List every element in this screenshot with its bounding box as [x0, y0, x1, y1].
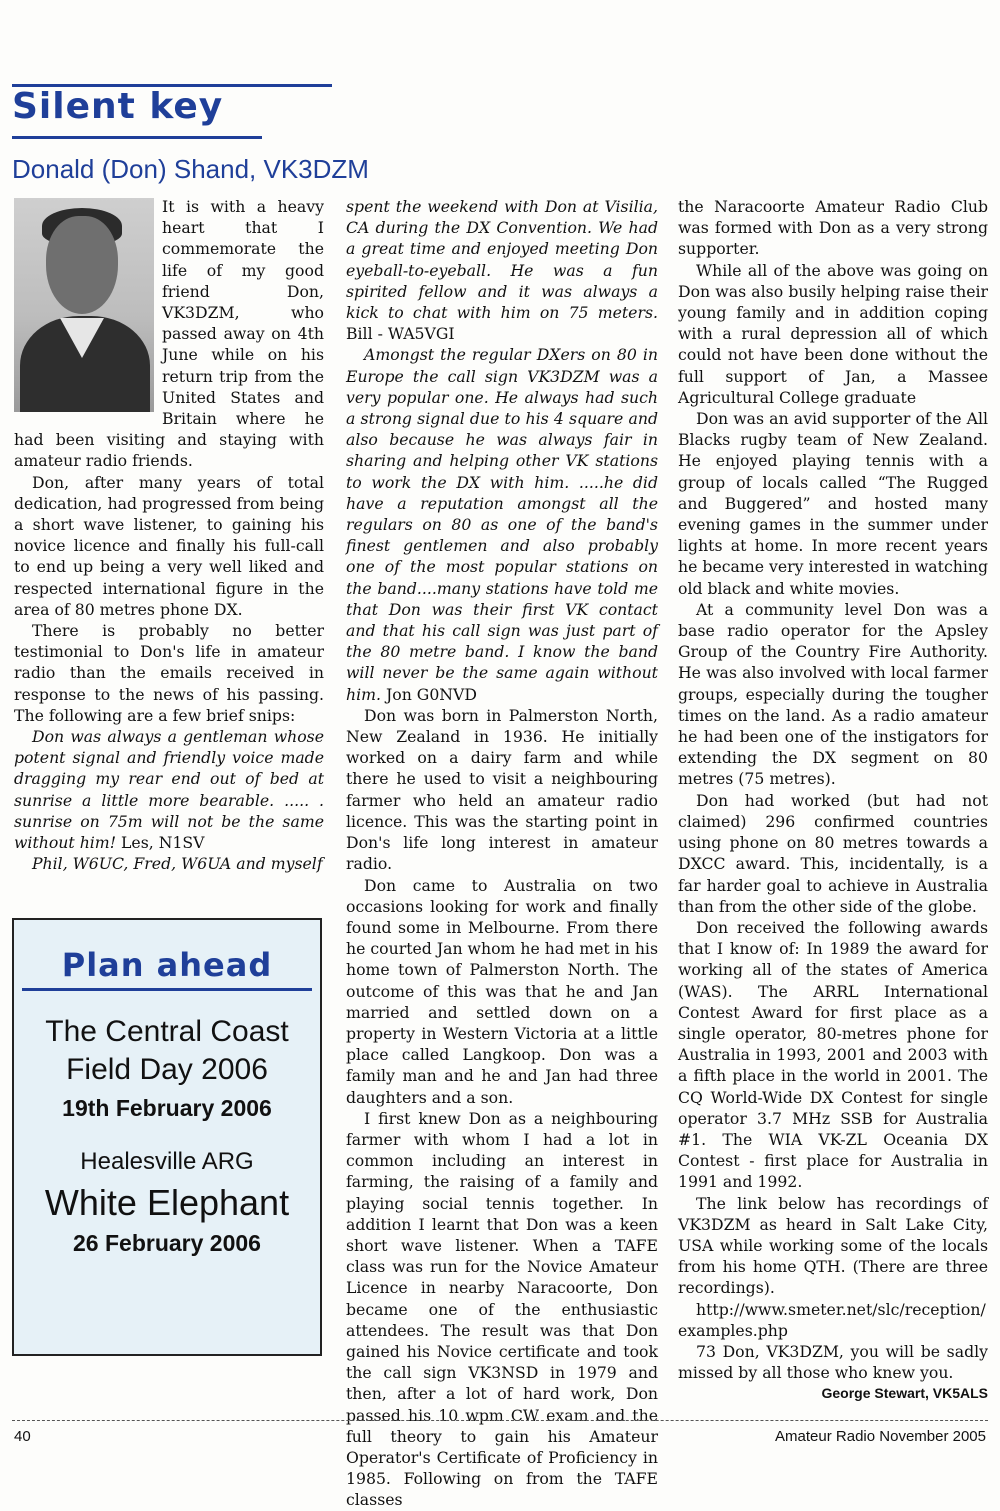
running-footer: Amateur Radio November 2005	[775, 1428, 986, 1445]
event-club: Healesville ARG	[80, 1148, 254, 1175]
paragraph: At a community level Don was a base radio operator for the Apsley Group of the Country Fire Authority. He was also involved with local farmer groups, especially during the tougher times on the land. As a radio amateur he had been one of the instigators for extending the DX segment on 80 metres (75 metres).	[678, 599, 988, 789]
event-date: 19th February 2006	[62, 1095, 272, 1121]
paragraph: While all of the above was going on Don was also busily helping raise their young family and in addition coping with a rural depression all of which could not have been done without the full support of Jan, a Massee Agricultural College graduate	[678, 260, 988, 407]
plan-ahead-title: Plan ahead	[61, 946, 273, 984]
quote: spent the weekend with Don at Visilia, CA during the DX Convention. We had a great time and enjoyed meeting Don eyeball-to-eyeball. He was a fun spirited fellow and it was always a kick to chat with him on 75 meters. Bill - WA5VGI	[346, 197, 658, 344]
article-column-1	[14, 196, 324, 875]
paragraph: Don, after many years of total dedication, had progressed from being a short wave listener, to gaining his novice licence and finally his full-call to end up being a very well liked and respected international figure in the area of 80 metres phone DX.	[14, 472, 324, 619]
paragraph: I first knew Don as a neighbouring farmer with whom I had a lot in common including an interest in farming, the raising of a family and playing social tennis together. In addition I learnt that Don was a keen short wave listener. When a TAFE class was run for the Novice Amateur Licence in nearby Naracoorte, Don became one of the enthusiastic attendees. The result was that Don gained his Novice certificate and took the call sign VK3NSD in 1979 and then, after a lot of hard work, Don passed his 10 wpm CW exam and the full theory to gain his Amateur Operator's Certificate of Proficiency in 1985. Following on from the TAFE classes	[346, 1108, 658, 1510]
portrait-photo	[14, 198, 154, 412]
section-title: Silent key	[12, 86, 224, 127]
event-name: White Elephant	[44, 1182, 290, 1223]
paragraph: It is with a heavy heart that I commemorate the life of my good friend Don, VK3DZM, who passed away on 4th June while on his return trip from the United States and Britain where he had been visiting and staying with amateur radio friends.	[14, 197, 324, 471]
page-number: 40	[14, 1428, 31, 1445]
paragraph: Don came to Australia on two occasions looking for work and finally found some in Melbourne. From there he courted Jan whom he had met in his home town of Palmerston North. The outcome of this was that he and Jan married and settled down on a property in Western Victoria at a little place called Langkoop. Don was a family man and he and Jan had three daughters and a son.	[346, 875, 658, 1107]
paragraph: There is probably no better testimonial to Don's life in amateur radio than the emails received in response to the news of his passing. The following are a few brief snips:	[14, 621, 324, 725]
paragraph: Don had worked (but had not claimed) 296 confirmed countries using phone on 80 metres towards a DXCC award. This, incidentally, is a far harder goal to achieve in Australia than from the other side of the globe.	[678, 790, 988, 916]
quote: Phil, W6UC, Fred, W6UA and myself	[32, 854, 323, 874]
event-name: The Central Coast Field Day 2006	[45, 1015, 289, 1086]
plan-ahead-underline	[22, 988, 312, 991]
title-underline	[12, 136, 262, 139]
quote: Amongst the regular DXers on 80 in Europe the call sign VK3DZM was a very popular one. He always had such a strong signal due to his 4 square and also because he was always fair in sharing and helping other VK stations to work the DX with him. .....he did have a reputation amongst all the regulars on 80 as one of the band's finest gentlemen and also probably one of the most popular stations on the band....many stations have told me that Don was their first VK contact and that his call sign was just part of the 80 metre band. I know the band will never be the same again without him. Jon G0NVD	[346, 345, 658, 704]
footer-rule	[12, 1420, 988, 1421]
paragraph: 73 Don, VK3DZM, you will be sadly missed by all those who knew you.	[678, 1341, 988, 1383]
paragraph: The link below has recordings of VK3DZM as heard in Salt Lake City, USA while working some of the locals from his home QTH. (There are three recordings).	[678, 1193, 988, 1298]
article-title: Donald (Don) Shand, VK3DZM	[12, 154, 369, 184]
author-signature: George Stewart, VK5ALS	[821, 1385, 988, 1402]
article-column-3	[678, 196, 988, 1405]
paragraph: the Naracoorte Amateur Radio Club was formed with Don as a very strong supporter.	[678, 197, 988, 259]
plan-ahead-box	[12, 918, 322, 1356]
article-column-2	[346, 196, 658, 1511]
web-link[interactable]: http://www.smeter.net/slc/reception/ examples.php	[678, 1299, 986, 1340]
paragraph: Don was an avid supporter of the All Blacks rugby team of New Zealand. He enjoyed playing tennis with a group of locals called “The Rugged and Buggered” and hosted many evening games in the summer under lights at home. In more recent years he became very interested in watching old black and white movies.	[678, 409, 988, 598]
quote: Don was always a gentleman whose potent signal and friendly voice made dragging my rear end out of bed at sunrise a little more bearable. ..... . sunrise on 75m will not be the same without him! Les, N1SV	[14, 727, 324, 853]
paragraph: Don received the following awards that I know of: In 1989 the award for working all of the states of America (WAS). The ARRL International Contest Award for first place as a single operator, 80-metres phone for Australia in 1993, 2001 and 2003 with a fifth place in the world in 2001. The CQ World-Wide DX Contest for single operator 3.7 MHz SSB for Australia #1. The WIA VK-ZL Oceania DX Contest - first place for Australia in 1991 and 1992.	[678, 917, 988, 1192]
event-date: 26 February 2006	[73, 1230, 261, 1256]
paragraph: Don was born in Palmerston North, New Zealand in 1936. He initially worked on a dairy farm and while there he used to visit a neighbouring farmer who held an amateur radio licence. This was the starting point in Don's life long interest in amateur radio.	[346, 705, 658, 874]
